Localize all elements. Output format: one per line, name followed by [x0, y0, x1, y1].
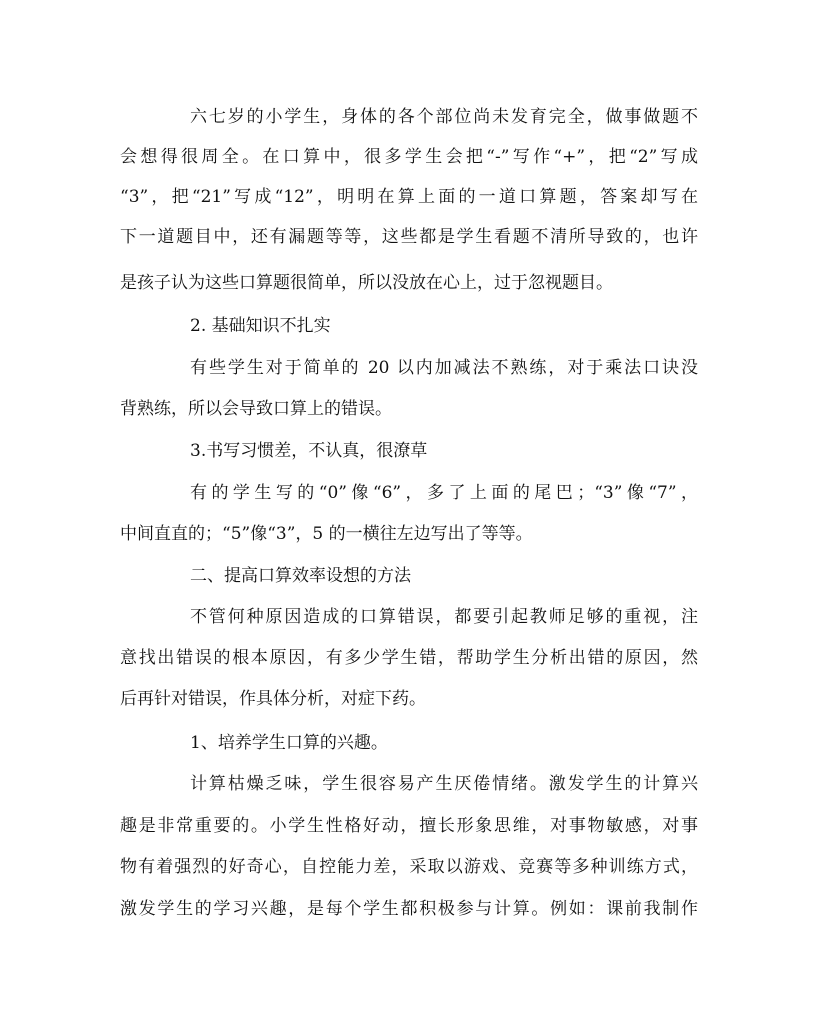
paragraph-line: 六七岁的小学生，身体的各个部位尚未发育完全，做事做题不 [190, 107, 698, 127]
section-heading: 3.书写习惯差，不认真，很潦草 [190, 441, 428, 461]
paragraph-line: 趣是非常重要的。小学生性格好动，擅长形象思维，对事物敏感，对事 [120, 816, 698, 836]
paragraph-line: 会想得很周全。在口算中，很多学生会把“-”写作“+”，把“2”写成 [120, 147, 698, 167]
paragraph-line: 物有着强烈的好奇心，自控能力差，采取以游戏、竞赛等多种训练方式， [120, 857, 698, 877]
paragraph-line: 有些学生对于简单的 20 以内加减法不熟练，对于乘法口诀没 [190, 358, 698, 378]
section-heading: 1、培养学生口算的兴趣。 [190, 733, 388, 753]
paragraph-line: 下一道题目中，还有漏题等等，这些都是学生看题不清所导致的，也许 [120, 227, 698, 247]
paragraph-line: 后再针对错误，作具体分析，对症下药。 [120, 689, 426, 709]
paragraph-line: 背熟练，所以会导致口算上的错误。 [120, 399, 392, 419]
paragraph-line: 不管何种原因造成的口算错误，都要引起教师足够的重视，注 [190, 607, 698, 627]
paragraph-line: 激发学生的学习兴趣，是每个学生都积极参与计算。例如：课前我制作 [120, 899, 698, 919]
paragraph-line: 计算枯燥乏味，学生很容易产生厌倦情绪。激发学生的计算兴 [190, 774, 698, 794]
paragraph-line: 中间直直的；“5”像“3”，5 的一横往左边写出了等等。 [120, 524, 533, 544]
paragraph-line: 是孩子认为这些口算题很简单，所以没放在心上，过于忽视题目。 [120, 273, 613, 293]
section-heading: 二、提高口算效率设想的方法 [190, 566, 411, 586]
section-heading: 2. 基础知识不扎实 [190, 316, 331, 336]
paragraph-line: 意找出错误的根本原因，有多少学生错，帮助学生分析出错的原因，然 [120, 648, 698, 668]
paragraph-line: “3”，把“21”写成“12”，明明在算上面的一道口算题，答案却写在 [120, 187, 698, 207]
paragraph-line: 有的学生写的“0”像“6”，多了上面的尾巴；“3”像“7”， [190, 483, 698, 503]
